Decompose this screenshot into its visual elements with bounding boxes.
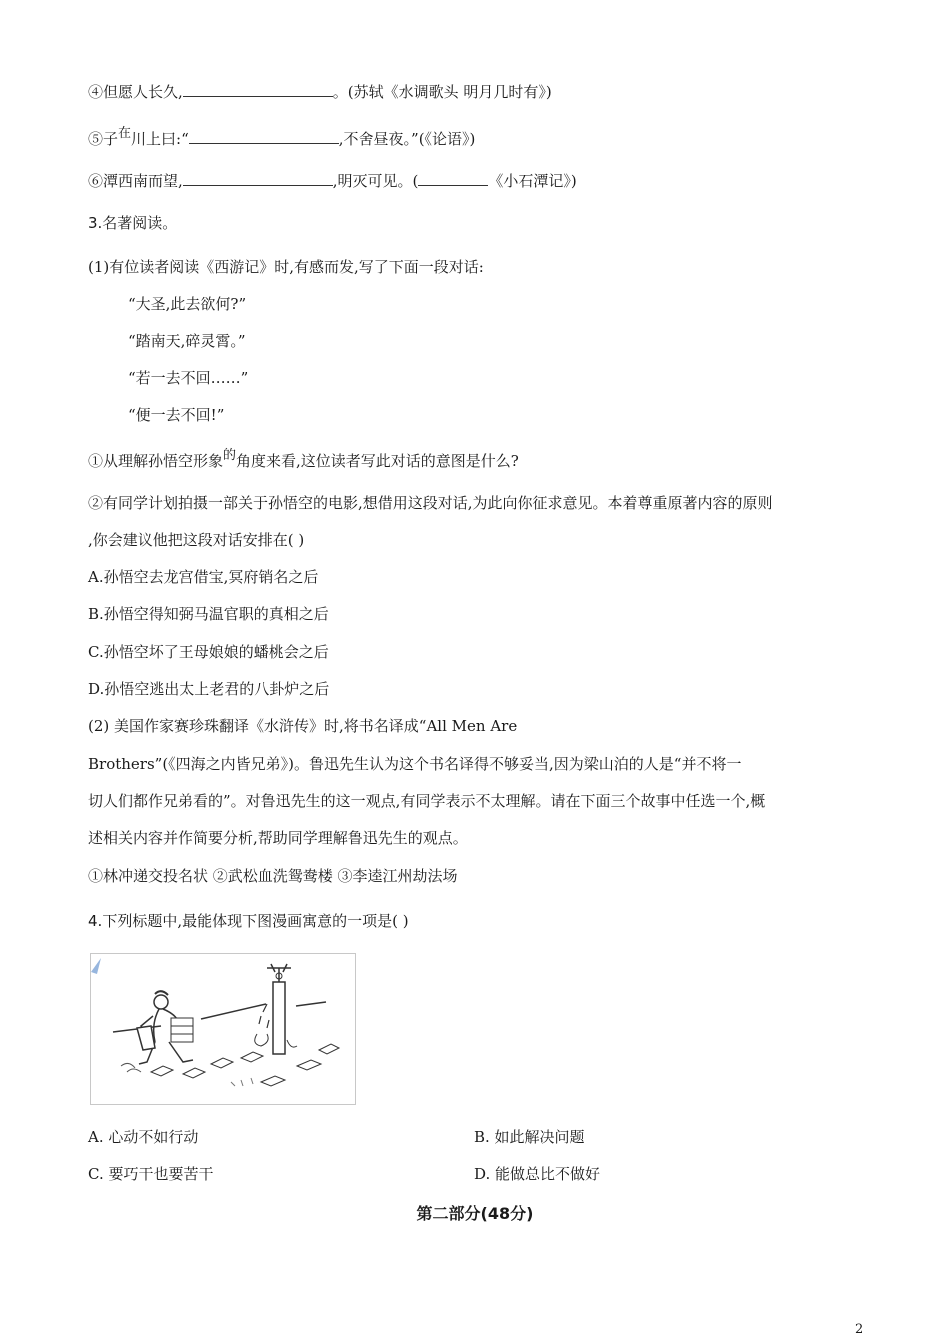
- poem-line-6-prefix: ⑥潭西南而望,: [88, 172, 183, 190]
- cartoon-drawing: [91, 954, 355, 1104]
- dialog-line-4: “便一去不回!”: [128, 406, 225, 424]
- q3-part2-line4: 述相关内容并作简要分析,帮助同学理解鲁迅先生的观点。: [88, 829, 468, 847]
- answer-blank[interactable]: [183, 170, 333, 186]
- q3-part2-line1: (2) 美国作家赛珍珠翻译《水浒传》时,将书名译成“All Men Are: [88, 717, 518, 735]
- poem-line-4-prefix: ④但愿人长久,: [88, 83, 183, 101]
- poem-line-5: [88, 128, 475, 151]
- poem-line-4: [88, 81, 552, 102]
- q3-sub2-line2: ,你会建议他把这段对话安排在( ): [88, 531, 305, 549]
- page-number: 2: [855, 1322, 864, 1337]
- q3-part1-intro: (1)有位读者阅读《西游记》时,有感而发,写了下面一段对话:: [88, 258, 484, 276]
- section-2-title: 第二部分(48分): [416, 1204, 534, 1223]
- q4-question: 下列标题中,最能体现下图漫画寓意的一项是( ): [102, 912, 409, 930]
- dialog-line-2: “踏南天,碎灵霄。”: [128, 332, 246, 350]
- q4-option-d[interactable]: D. 能做总比不做好: [474, 1165, 601, 1183]
- cartoon-image: [90, 953, 356, 1105]
- answer-blank[interactable]: [183, 81, 333, 97]
- q3-sub1: [88, 448, 519, 473]
- q4-number: 4.: [88, 912, 103, 930]
- q3-option-d[interactable]: D.孙悟空逃出太上老君的八卦炉之后: [88, 680, 330, 698]
- author-blank[interactable]: [418, 170, 488, 186]
- dialog-line-1: “大圣,此去欲何?”: [128, 295, 247, 313]
- q4-option-c[interactable]: C. 要巧干也要苦干: [88, 1165, 214, 1183]
- q3-story-choices: ①林冲递交投名状 ②武松血洗鸳鸯楼 ③李逵江州劫法场: [88, 867, 458, 885]
- poem-line-6-middle: ,明灭可见。(: [332, 172, 419, 190]
- poem-line-5-sup: 在: [118, 126, 132, 141]
- poem-line-5-quote-open: 川上曰:“: [131, 130, 189, 148]
- answer-blank[interactable]: [189, 128, 339, 144]
- q4-option-a[interactable]: A. 心动不如行动: [88, 1128, 199, 1146]
- q3-option-b[interactable]: B.孙悟空得知弼马温官职的真相之后: [88, 605, 329, 623]
- q3-part2-line2: Brothers”(《四海之内皆兄弟》)。鲁迅先生认为这个书名译得不够妥当,因为梁山泊的人是“并不将一: [88, 755, 742, 773]
- poem-line-6-suffix: 《小石潭记》): [488, 172, 577, 190]
- q3-sub2-line1: ②有同学计划拍摄一部关于孙悟空的电影,想借用这段对话,为此向你征求意见。本着尊重原著内容的原则: [88, 494, 773, 512]
- poem-line-5-suffix: ,不舍昼夜。”(《论语》): [338, 130, 476, 148]
- q3-part2-line3: 切人们都作兄弟看的”。对鲁迅先生的这一观点,有同学表示不太理解。请在下面三个故事中任选一个,概: [88, 792, 766, 810]
- q4-title: [88, 911, 409, 931]
- q3-sub1-part-b: 角度来看,这位读者写此对话的意图是什么?: [236, 452, 519, 470]
- q3-sub1-part-a: ①从理解孙悟空形象: [88, 452, 224, 470]
- poem-line-6: [88, 170, 577, 191]
- q3-title: 3.名著阅读。: [88, 214, 178, 232]
- poem-line-4-suffix: 。(苏轼《水调歌头 明月几时有》): [332, 83, 552, 101]
- q3-option-c[interactable]: C.孙悟空坏了王母娘娘的蟠桃会之后: [88, 643, 329, 661]
- poem-line-5-prefix: ⑤子: [88, 130, 119, 148]
- q3-option-a[interactable]: A.孙悟空去龙宫借宝,冥府销名之后: [88, 568, 319, 586]
- dialog-line-3: “若一去不回……”: [128, 369, 249, 387]
- q4-option-b[interactable]: B. 如此解决问题: [474, 1128, 585, 1146]
- q3-sub1-sup: 的: [223, 448, 237, 463]
